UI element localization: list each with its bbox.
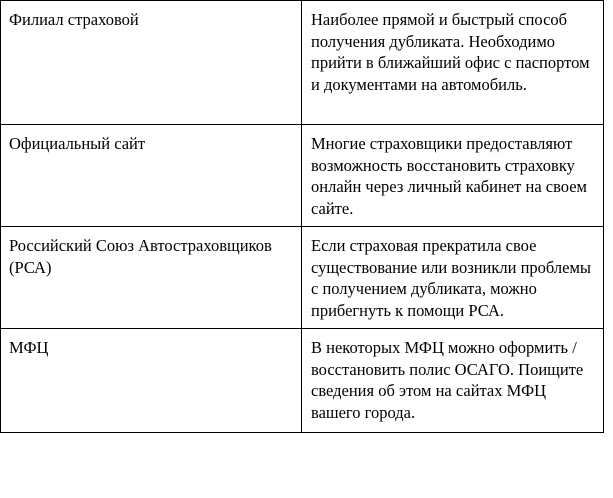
table-cell-source: Российский Союз Автостраховщиков (РСА) xyxy=(1,227,302,329)
table-cell-description: В некоторых МФЦ можно оформить / восстановить полис ОСАГО. Поищите сведения об этом на сайтах МФЦ вашего города. xyxy=(302,329,604,433)
table-cell-source: МФЦ xyxy=(1,329,302,433)
table-cell-description: Если страховая прекратила свое существование или возникли проблемы с получением дубликата, можно прибегнуть к помощи РСА. xyxy=(302,227,604,329)
table-row xyxy=(1,125,604,227)
table-cell-source: Филиал страховой xyxy=(1,1,302,125)
table-cell-description: Многие страховщики предоставляют возможность восстановить страховку онлайн через личный кабинет на своем сайте. xyxy=(302,125,604,227)
info-table-body xyxy=(1,1,604,433)
table-cell-description: Наиболее прямой и быстрый способ получения дубликата. Необходимо прийти в ближайший офис с паспортом и документами на автомобиль. xyxy=(302,1,604,125)
table-row xyxy=(1,329,604,433)
table-row xyxy=(1,1,604,125)
table-row xyxy=(1,227,604,329)
table-cell-source: Официальный сайт xyxy=(1,125,302,227)
